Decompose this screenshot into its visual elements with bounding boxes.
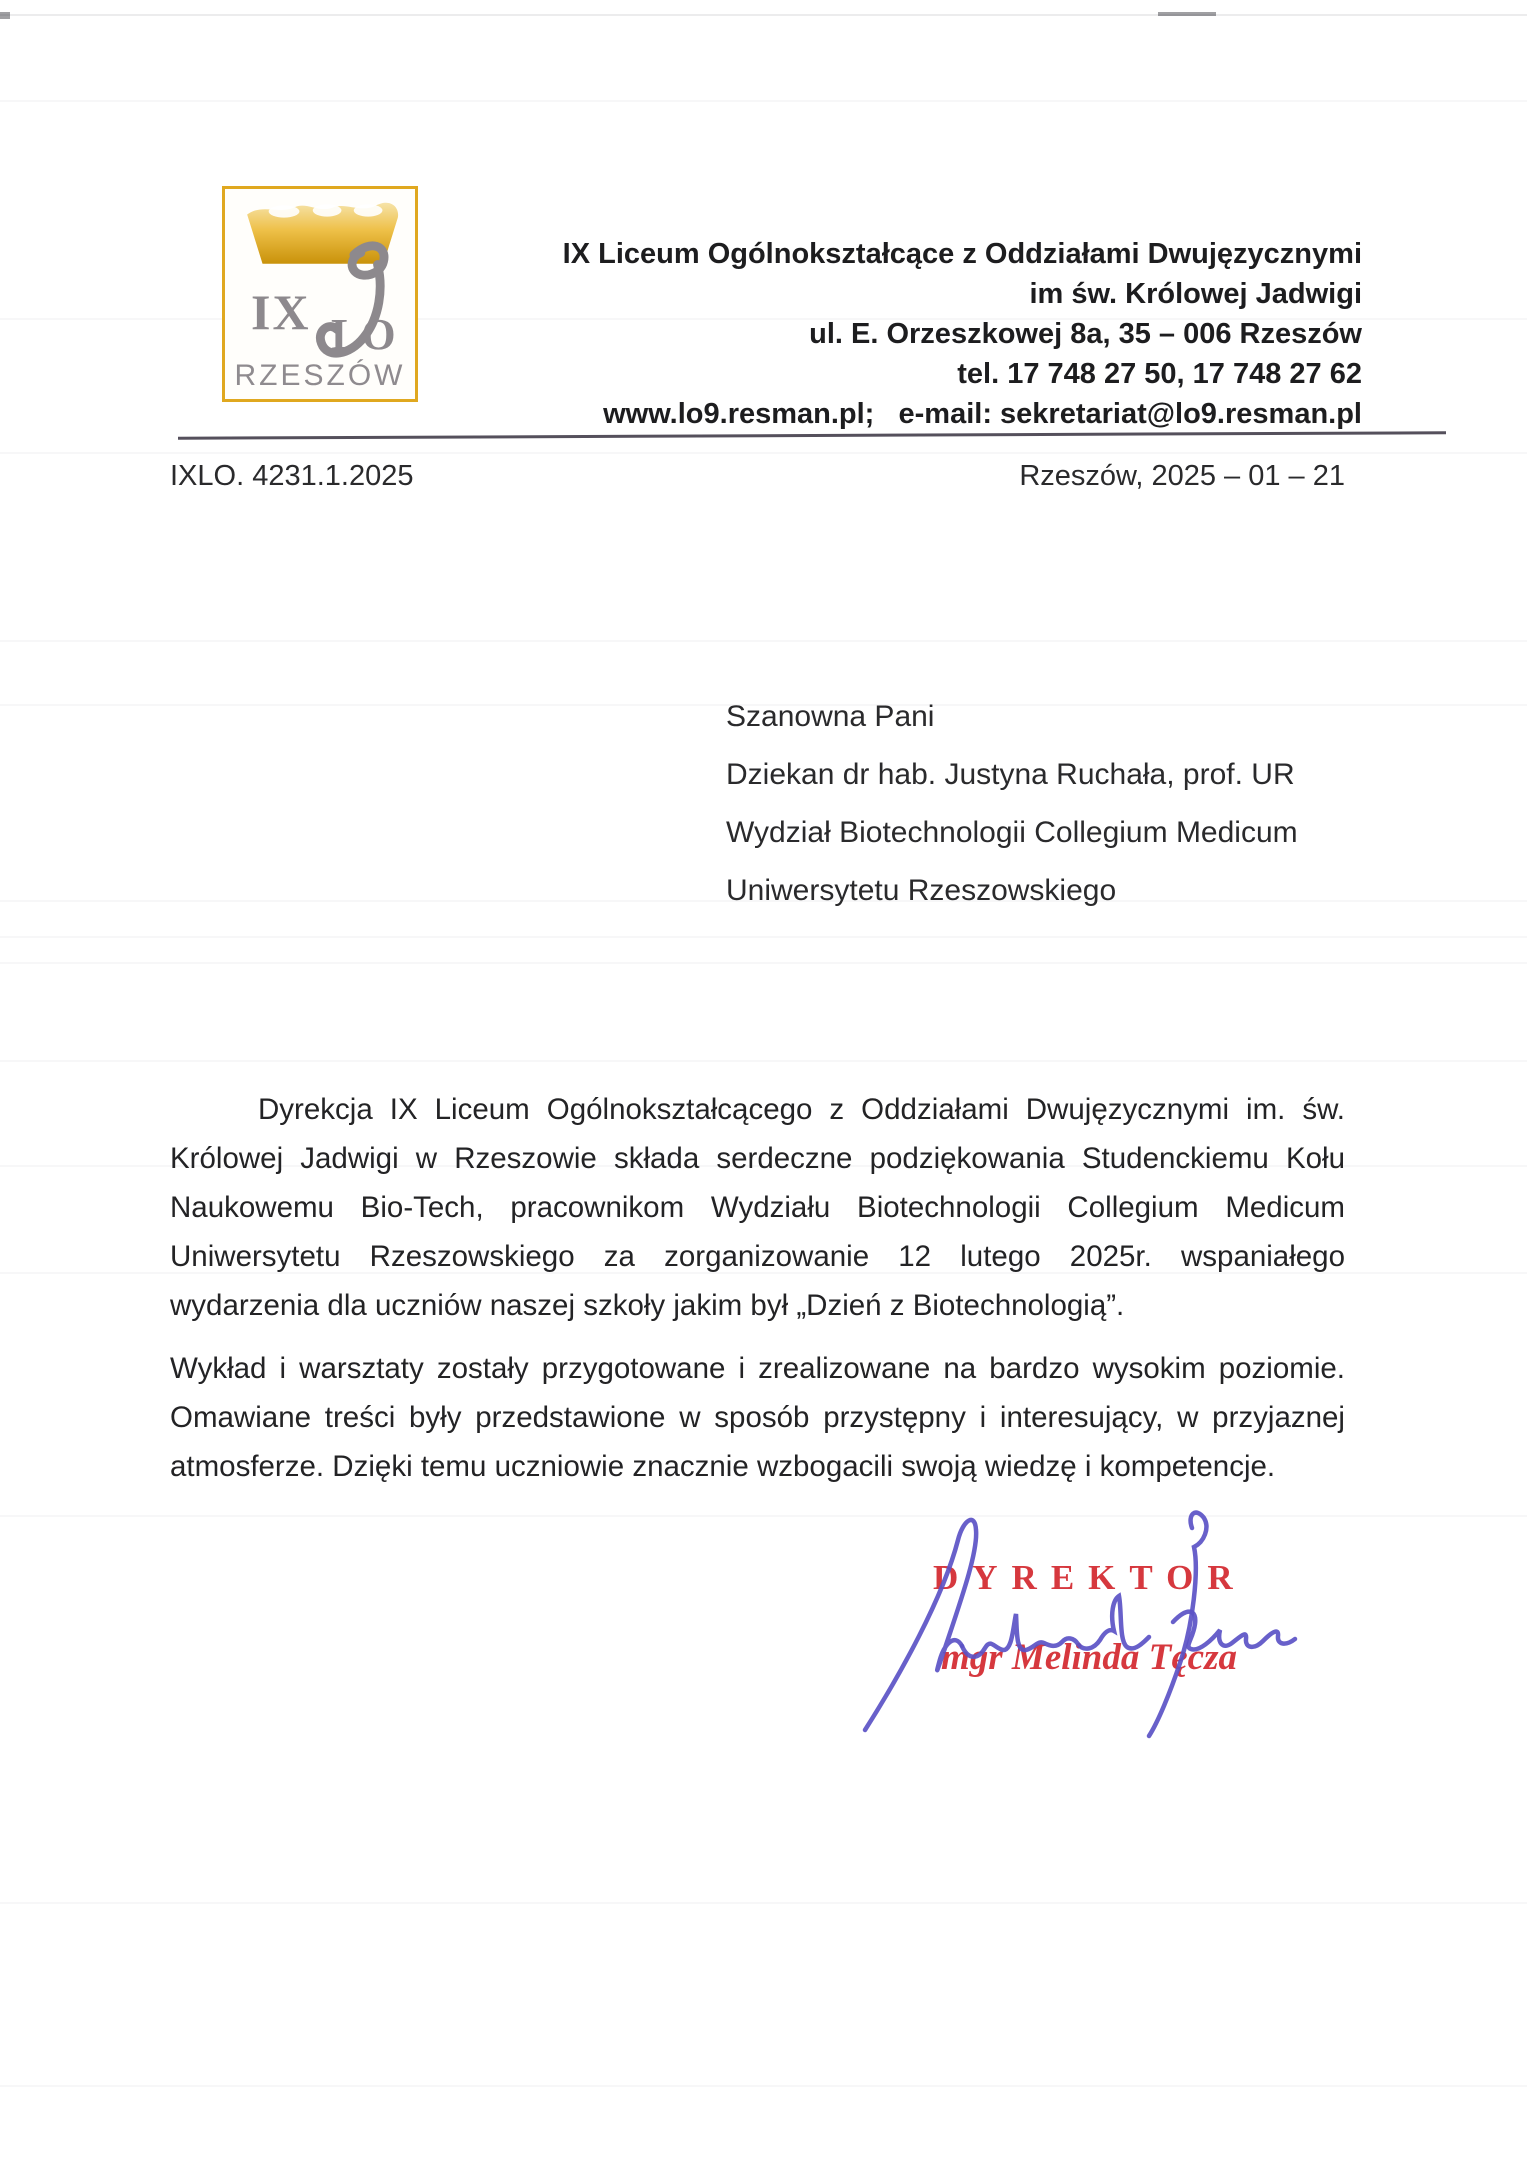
scan-artifact-line xyxy=(0,1060,1527,1062)
school-logo xyxy=(222,186,418,402)
body-paragraph-1: Dyrekcja IX Liceum Ogólnokształcącego z Oddziałami Dwujęzycznymi im. św. Królowej Jadwigi w Rzeszowie składa serdeczne podziękowania Studenckiemu Kołu Naukowemu Bio-Tech, pracownikom Wydziału Biotechnologii Collegium Medicum Uniwersytetu Rzeszowskiego za zorganizowanie 12 lutego 2025r. wspaniałego wydarzenia dla uczniów naszej szkoły jakim był „Dzień z Biotechnologią”. xyxy=(170,1093,1345,1322)
director-stamp-name: mgr Melinda Tęcza xyxy=(941,1637,1237,1678)
letterhead-patron: im św. Królowej Jadwigi xyxy=(1029,278,1362,310)
place-and-date: Rzeszów, 2025 – 01 – 21 xyxy=(1019,460,1345,492)
scan-artifact-line xyxy=(0,640,1527,642)
scan-artifact-speck xyxy=(0,12,10,19)
scan-artifact-line xyxy=(0,936,1527,938)
reference-row xyxy=(170,460,1345,493)
letterhead-school-name: IX Liceum Ogólnokształcące z Oddziałami Dwujęzycznymi xyxy=(562,238,1362,270)
scan-artifact-line xyxy=(0,962,1527,964)
reference-number: IXLO. 4231.1.2025 xyxy=(170,460,414,492)
letterhead-web-email: www.lo9.resman.pl; e-mail: sekretariat@lo9.resman.pl xyxy=(603,398,1362,430)
logo-suffix: LO xyxy=(331,310,397,359)
logo-city-label: RZESZÓW xyxy=(234,359,406,392)
recipient-salutation: Szanowna Pani xyxy=(726,700,935,733)
recipient-department: Wydział Biotechnologii Collegium Medicum xyxy=(726,816,1298,849)
scan-artifact-line xyxy=(0,14,1527,16)
scan-artifact-line xyxy=(0,2085,1527,2087)
recipient-university: Uniwersytetu Rzeszowskiego xyxy=(726,874,1117,907)
letterhead-phone: tel. 17 748 27 50, 17 748 27 62 xyxy=(957,358,1362,390)
scan-artifact-line xyxy=(0,452,1527,454)
recipient-name: Dziekan dr hab. Justyna Ruchała, prof. UR xyxy=(726,758,1295,791)
logo-roman-numeral: IX xyxy=(251,284,311,340)
signature-block xyxy=(855,1500,1305,1750)
scan-artifact-dash xyxy=(1158,12,1216,16)
letter-body xyxy=(170,1085,1345,1491)
scan-artifact-line xyxy=(0,1902,1527,1904)
director-stamp-title: DYREKTOR xyxy=(933,1558,1247,1597)
body-paragraph-2: Wykład i warsztaty zostały przygotowane i zrealizowane na bardzo wysokim poziomie. Omawiane treści były przedstawione w sposób przystępny i interesujący, w przyjaznej atmosferze. Dzięki temu uczniowie znacznie wzbogacili swoją wiedzę i kompetencje. xyxy=(170,1352,1345,1483)
recipient-block xyxy=(726,688,1298,920)
scan-artifact-line xyxy=(0,100,1527,102)
letterhead xyxy=(563,234,1362,434)
handwritten-signature xyxy=(855,1500,1305,1750)
letterhead-address: ul. E. Orzeszkowej 8a, 35 – 006 Rzeszów xyxy=(809,318,1362,350)
